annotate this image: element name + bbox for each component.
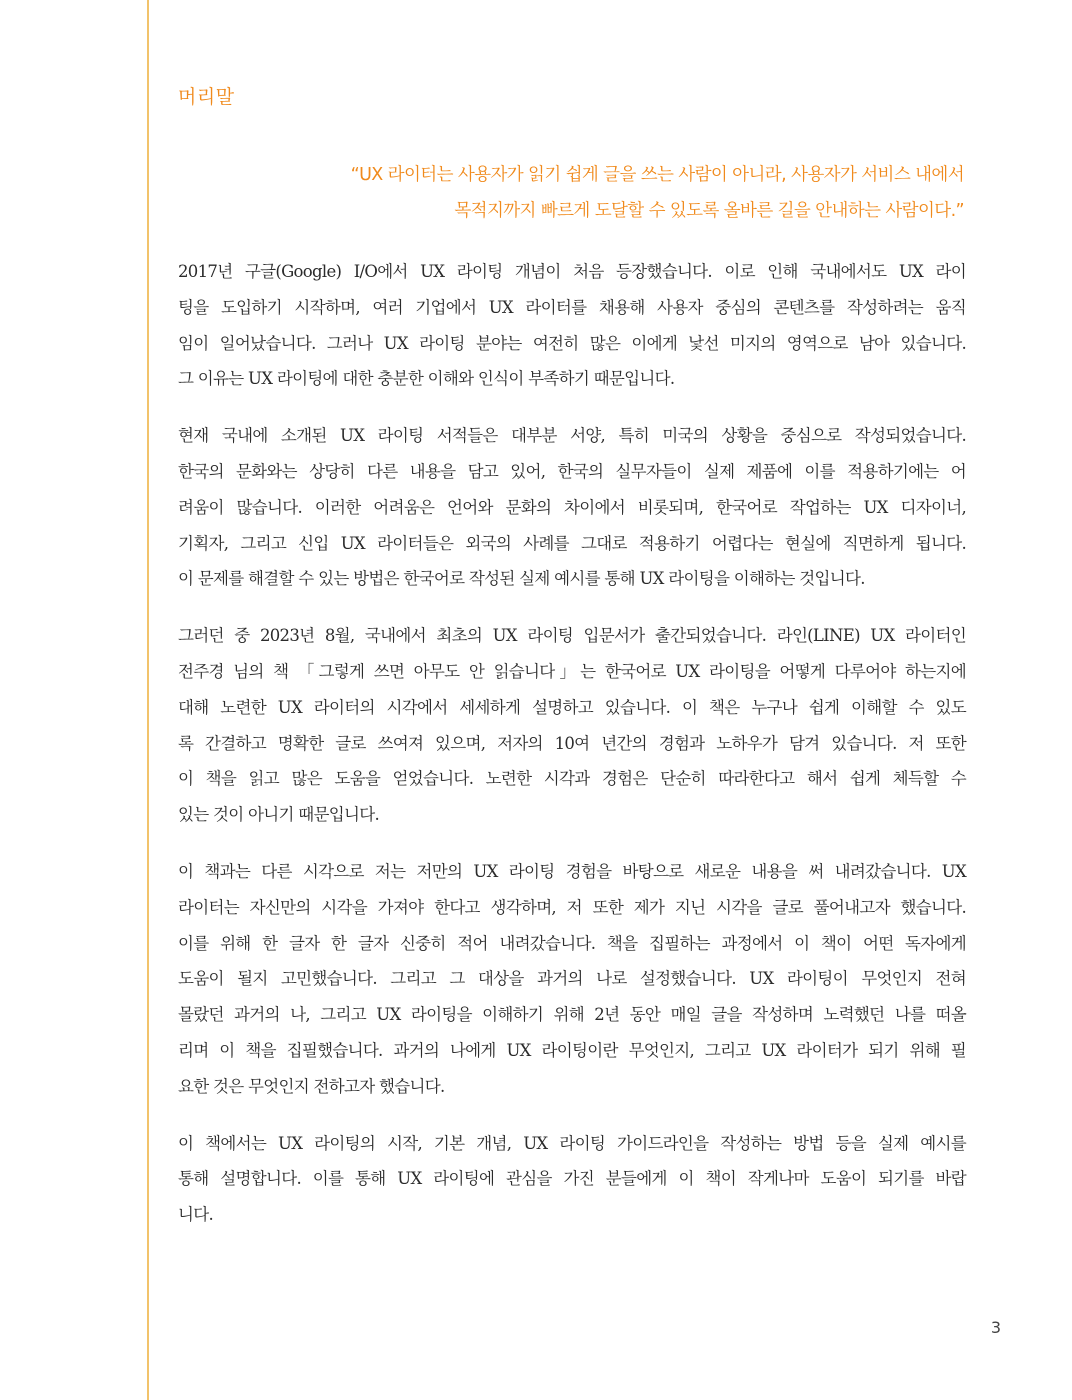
- margin-rule: [147, 0, 149, 1400]
- text-line: 그러던 중 2023년 8월, 국내에서 최초의 UX 라이팅 입문서가 출간되었습니다. 라인(LINE) UX 라이터인: [178, 626, 966, 646]
- text-line: 있는 것이 아니기 때문입니다.: [178, 805, 380, 825]
- paragraph-1: [178, 254, 966, 397]
- section-title: 머리말: [178, 86, 235, 108]
- epigraph-line: “UX 라이터는 사용자가 읽기 쉽게 글을 쓰는 사람이 아니라, 사용자가 서비스 내에서: [350, 165, 964, 185]
- page-number: 3: [990, 1318, 1001, 1337]
- paragraph-4: [178, 854, 966, 1105]
- text-line: 팅을 도입하기 시작하며, 여러 기업에서 UX 라이터를 채용해 사용자 중심의 콘텐츠를 작성하려는 움직: [178, 297, 966, 317]
- text-line: 니다.: [178, 1205, 214, 1225]
- epigraph-quote: [178, 157, 964, 229]
- text-line: 이 책을 읽고 많은 도움을 얻었습니다. 노련한 시각과 경험은 단순히 따라한다고 해서 쉽게 체득할 수: [178, 769, 966, 789]
- paragraph-5: [178, 1126, 966, 1233]
- text-line: 이 문제를 해결할 수 있는 방법은 한국어로 작성된 실제 예시를 통해 UX 라이팅을 이해하는 것입니다.: [178, 569, 865, 589]
- paragraph-2: [178, 418, 966, 597]
- text-line: 기획자, 그리고 신입 UX 라이터들은 외국의 사례를 그대로 적용하기 어렵다는 현실에 직면하게 됩니다.: [178, 533, 966, 553]
- text-line: 요한 것은 무엇인지 전하고자 했습니다.: [178, 1076, 445, 1096]
- text-line: 록 간결하고 명확한 글로 쓰여져 있으며, 저자의 10여 년간의 경험과 노하우가 담겨 있습니다. 저 또한: [178, 733, 966, 753]
- text-line: 한국의 문화와는 상당히 다른 내용을 담고 있어, 한국의 실무자들이 실제 제품에 이를 적용하기에는 어: [178, 461, 966, 481]
- text-line: 대해 노련한 UX 라이터의 시각에서 세세하게 설명하고 있습니다. 이 책은 누구나 쉽게 이해할 수 있도: [178, 697, 966, 717]
- text-line: 리며 이 책을 집필했습니다. 과거의 나에게 UX 라이팅이란 무엇인지, 그리고 UX 라이터가 되기 위해 필: [178, 1040, 966, 1060]
- text-line: 전주경 님의 책 「그렇게 쓰면 아무도 안 읽습니다」는 한국어로 UX 라이팅을 어떻게 다루어야 하는지에: [178, 661, 966, 681]
- body-text: [178, 254, 966, 1254]
- text-line: 현재 국내에 소개된 UX 라이팅 서적들은 대부분 서양, 특히 미국의 상황을 중심으로 작성되었습니다.: [178, 426, 966, 446]
- epigraph-line: 목적지까지 빠르게 도달할 수 있도록 올바른 길을 안내하는 사람이다.”: [454, 201, 964, 221]
- text-line: 통해 설명합니다. 이를 통해 UX 라이팅에 관심을 가진 분들에게 이 책이 작게나마 도움이 되기를 바랍: [178, 1169, 966, 1189]
- text-line: 2017년 구글(Google) I/O에서 UX 라이팅 개념이 처음 등장했습니다. 이로 인해 국내에서도 UX 라이: [178, 262, 966, 281]
- text-line: 이를 위해 한 글자 한 글자 신중히 적어 내려갔습니다. 책을 집필하는 과정에서 이 책이 어떤 독자에게: [178, 933, 966, 953]
- text-line: 임이 일어났습니다. 그러나 UX 라이팅 분야는 여전히 많은 이에게 낯선 미지의 영역으로 남아 있습니다.: [178, 333, 966, 353]
- paragraph-3: [178, 618, 966, 833]
- text-line: 이 책과는 다른 시각으로 저는 저만의 UX 라이팅 경험을 바탕으로 새로운 내용을 써 내려갔습니다. UX: [178, 861, 966, 881]
- text-line: 몰랐던 과거의 나, 그리고 UX 라이팅을 이해하기 위해 2년 동안 매일 글을 작성하며 노력했던 나를 떠올: [178, 1005, 966, 1025]
- text-line: 라이터는 자신만의 시각을 가져야 한다고 생각하며, 저 또한 제가 지닌 시각을 글로 풀어내고자 했습니다.: [178, 897, 966, 917]
- text-line: 도움이 될지 고민했습니다. 그리고 그 대상을 과거의 나로 설정했습니다. UX 라이팅이 무엇인지 전혀: [178, 969, 966, 989]
- text-line: 이 책에서는 UX 라이팅의 시작, 기본 개념, UX 라이팅 가이드라인을 작성하는 방법 등을 실제 예시를: [178, 1133, 966, 1153]
- text-line: 려움이 많습니다. 이러한 어려움은 언어와 문화의 차이에서 비롯되며, 한국어로 작업하는 UX 디자이너,: [178, 497, 966, 517]
- text-line: 그 이유는 UX 라이팅에 대한 충분한 이해와 인식이 부족하기 때문입니다.: [178, 369, 675, 389]
